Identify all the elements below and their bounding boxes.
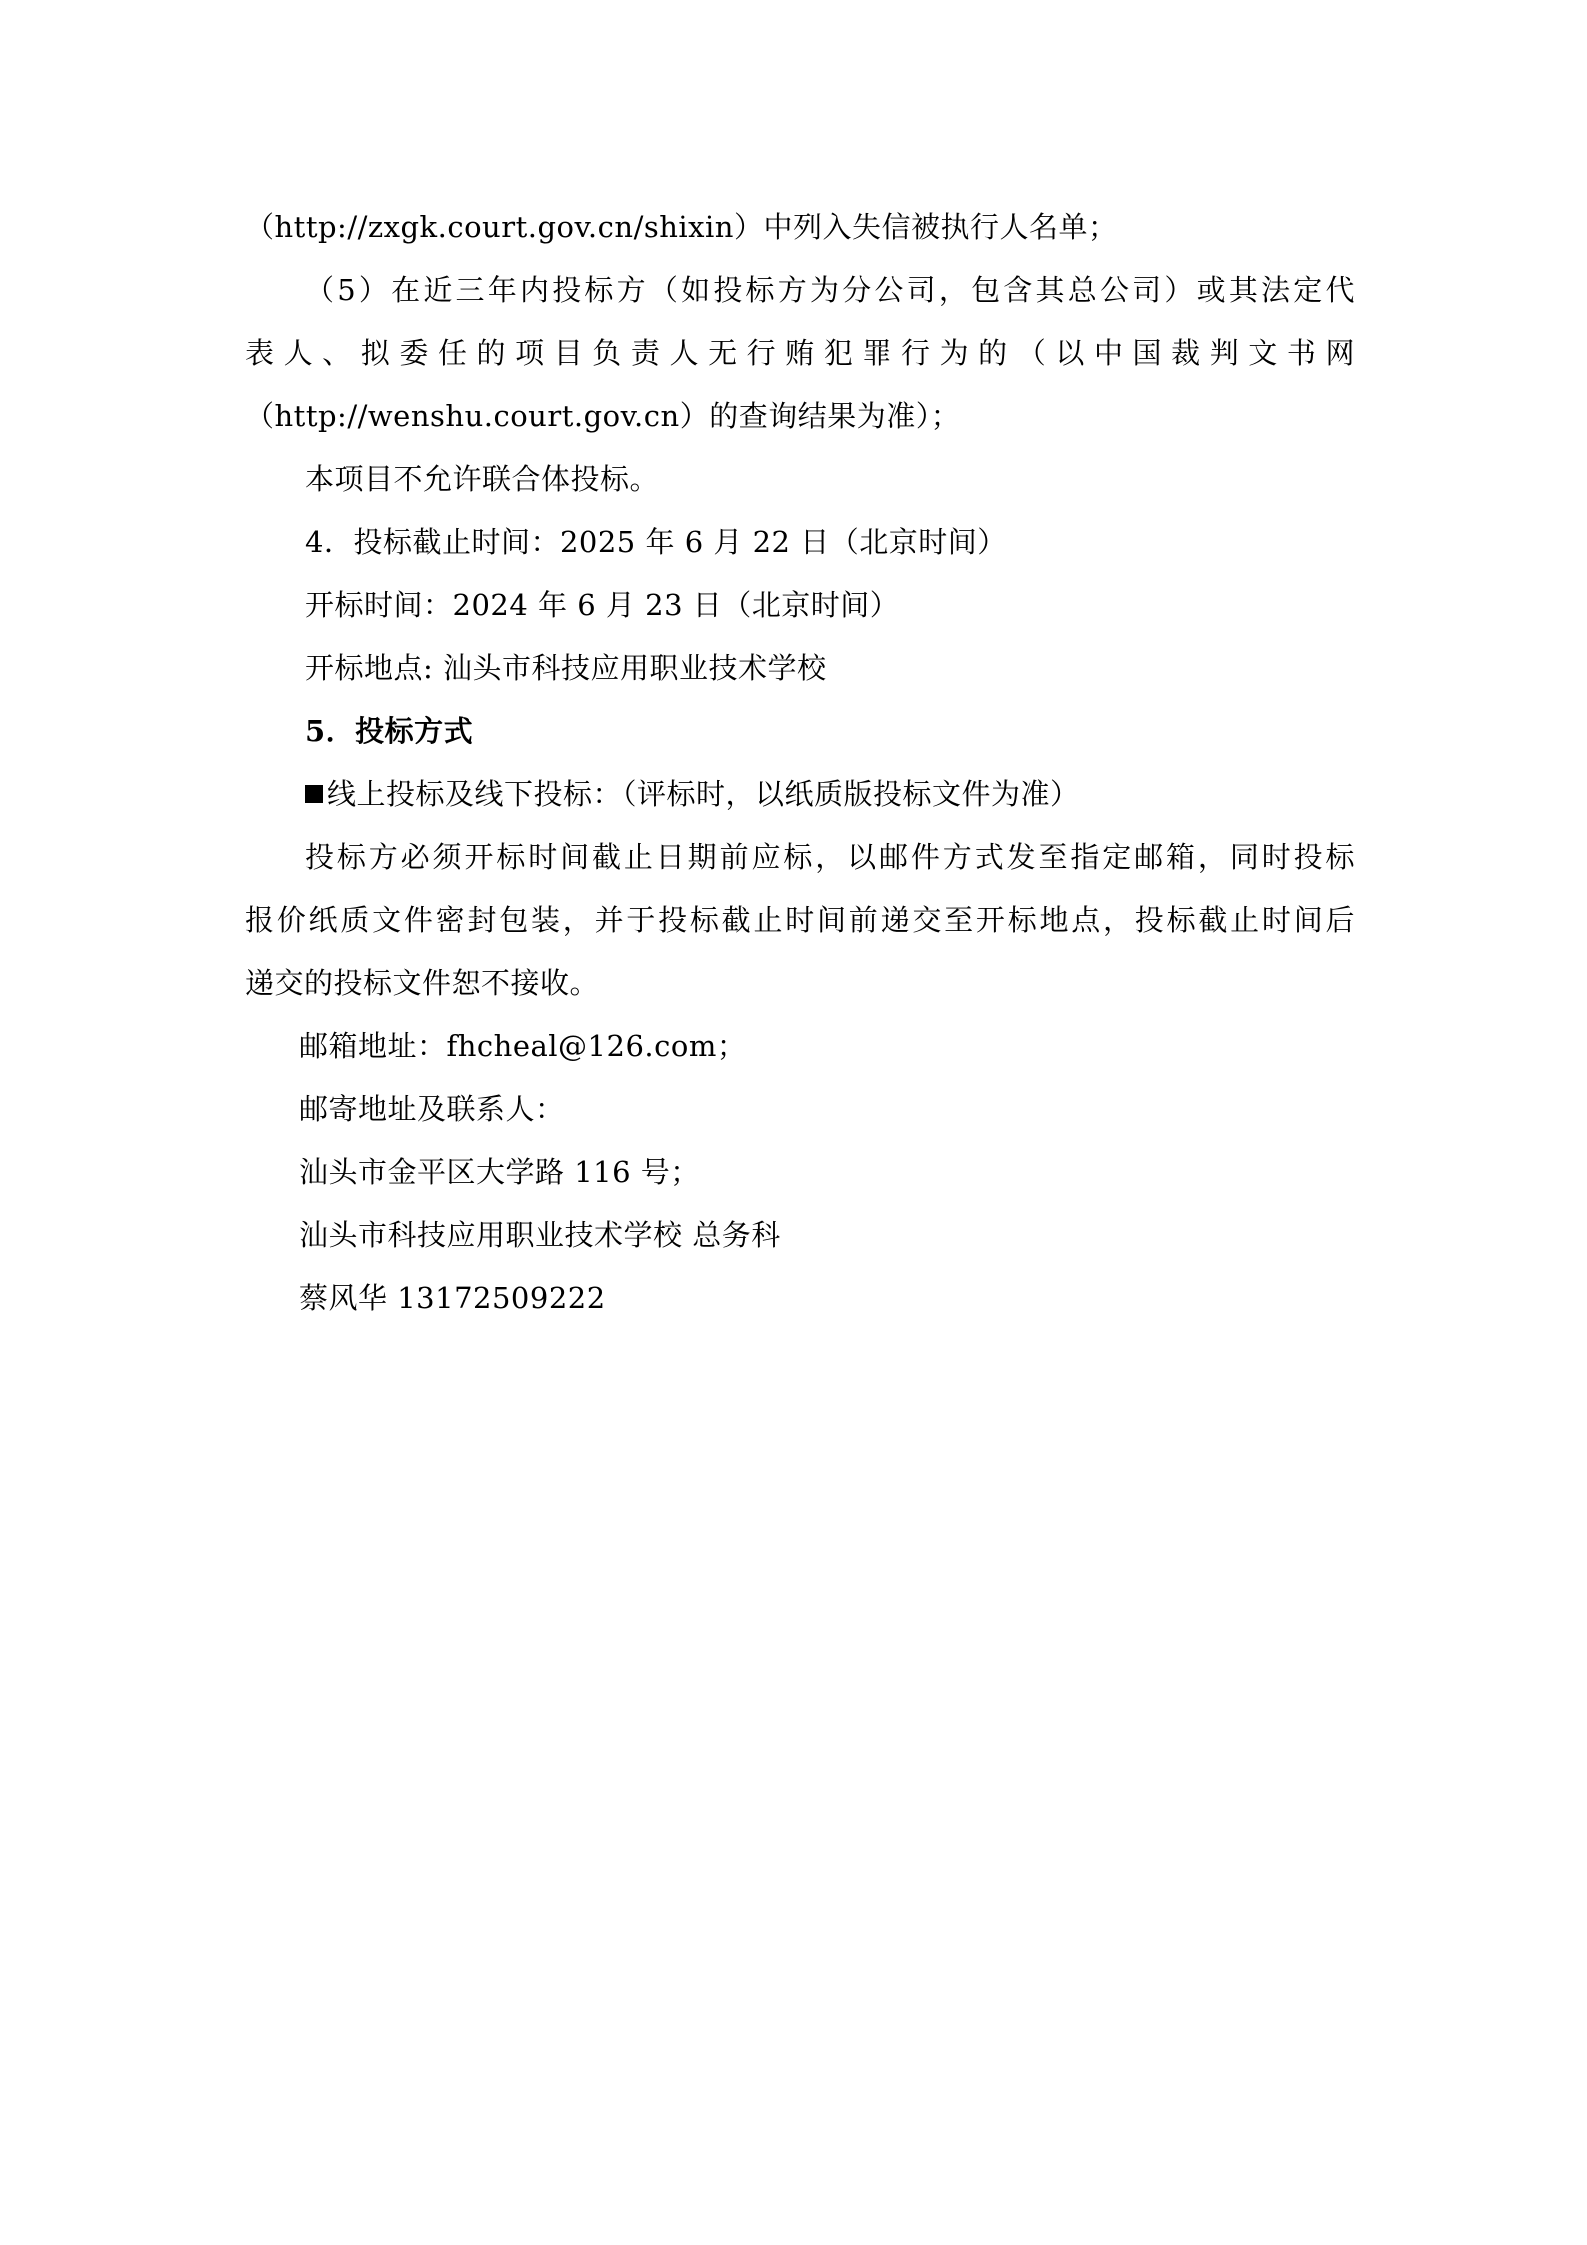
section-heading-bid-method: 5．投标方式 [305,714,474,748]
filled-square-icon [305,785,323,803]
text-line-item5: （5）在近三年内投标方（如投标方为分公司，包含其总公司）或其法定代 [305,273,1355,307]
text-line-contact-phone: 蔡风华 13172509222 [299,1281,606,1315]
text-line-opening-time: 开标时间：2024 年 6 月 23 日（北京时间） [305,588,900,622]
text-line-bid-requirement: 投标方必须开标时间截止日期前应标，以邮件方式发至指定邮箱，同时投标 [305,840,1355,874]
text-line-online-offline [245,763,1355,826]
text-line-shixin-url: （http://zxgk.court.gov.cn/shixin）中列入失信被执行人名单； [245,210,1118,244]
text-line-mail-address: 汕头市金平区大学路 116 号； [299,1155,700,1189]
text-line-opening-place: 开标地点: 汕头市科技应用职业技术学校 [305,651,827,685]
text-line-bid-requirement-end: 递交的投标文件恕不接收。 [245,966,600,1000]
text-line-wenshu-url: （http://wenshu.court.gov.cn）的查询结果为准）； [245,399,961,433]
online-offline-label: 线上投标及线下投标：（评标时，以纸质版投标文件为准） [327,777,1080,811]
text-line-item5-cont: 表人、拟委任的项目负责人无行贿犯罪行为的（以中国裁判文书网 [245,336,1355,370]
text-line-bid-requirement-cont: 报价纸质文件密封包装，并于投标截止时间前递交至开标地点，投标截止时间后 [245,903,1355,937]
text-line-bid-deadline: 4．投标截止时间：2025 年 6 月 22 日（北京时间） [305,525,1007,559]
text-line-email: 邮箱地址：fhcheal@126.com； [299,1029,747,1063]
document-body [245,196,1355,1330]
text-line-no-consortium: 本项目不允许联合体投标。 [305,462,660,496]
text-line-mail-contact-heading: 邮寄地址及联系人： [299,1092,565,1126]
text-line-department: 汕头市科技应用职业技术学校 总务科 [299,1218,781,1252]
